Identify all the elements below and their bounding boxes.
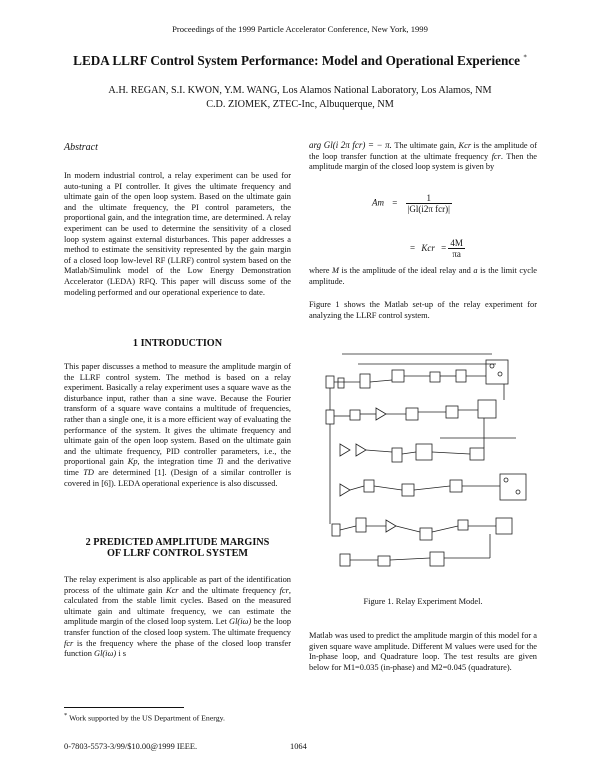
kcr-symbol: Kcr [165, 585, 179, 595]
authors-line-2: C.D. ZIOMEK, ZTEC-Inc, Albuquerque, NM [206, 99, 394, 110]
section-2-heading-line-1: 2 PREDICTED AMPLITUDE MARGINS [85, 537, 270, 548]
rc-text-d: where [309, 266, 330, 275]
title-text: LEDA LLRF Control System Performance: Model and Operational Experience [73, 53, 521, 68]
footnote-rule [64, 707, 184, 708]
footnote-mark: * [64, 712, 68, 719]
am-equals: = [392, 197, 398, 208]
kcr-fraction [448, 238, 465, 259]
rc-text-a: The ultimate gain, [394, 141, 457, 150]
s2-text-e: is the frequency where the phase of the closed loop transfer function [64, 638, 292, 659]
td-symbol: TD [83, 467, 94, 477]
m-symbol: M [332, 266, 339, 275]
am-label: Am [372, 197, 384, 208]
am-fraction [406, 193, 452, 214]
section-1-heading: 1 INTRODUCTION [132, 338, 223, 349]
section-1-body [64, 362, 291, 489]
fcr-symbol-2: fcr [64, 638, 74, 648]
am-denominator: |Gl(i2π fcr)| [407, 204, 450, 214]
figure-reference-paragraph: Figure 1 shows the Matlab set-up of the relay experiment for analyzing the LLRF control system. [309, 300, 537, 320]
page-number: 1064 [290, 742, 307, 751]
am-numerator: 1 [406, 193, 452, 204]
kcr-eq-equals: = [410, 242, 416, 253]
section-2-body [64, 575, 291, 660]
s2-text-c: , calculated from the stable limit cycles. Based on the measured ultimate gain and ultimate frequency, we can estimate the amplitude margin of the closed loop system. Let [64, 585, 291, 627]
s1-text-c: and the derivative time [64, 457, 292, 477]
s1-text-a: This paper discusses a method to measure the amplitude margin of the LLRF control system. The method is based on a relay experiment. Basically a relay experiment uses a square wave as the disturbance input, rather than a sine wave. Because the Fourier transform of a square wave contains a multitude of frequencies, rather than a single one, it is a more efficient way of evaluating the performance of the system. It gives the ultimate frequency and ultimate gain of the open loop system. Based on the ultimate gain and the ultimate frequency, PID controller parameters, i.e., the proportional gain [64, 362, 291, 467]
author-block [0, 84, 600, 112]
abstract-heading: Abstract [64, 142, 98, 153]
relay-experiment-diagram [320, 352, 536, 578]
s2-text-b: and the ultimate frequency [182, 585, 277, 595]
authors-line-1: A.H. REGAN, S.I. KWON, Y.M. WANG, Los Alamos National Laboratory, Los Alamos, NM [108, 85, 492, 96]
rc-text-e: is the amplitude of the ideal relay and [341, 266, 471, 275]
running-head: Proceedings of the 1999 Particle Accelerator Conference, New York, 1999 [172, 24, 428, 34]
kcr-eq-label: Kcr [421, 242, 435, 253]
rc-text-c: . Then the amplitude margin of the closed loop system is given by [309, 151, 538, 172]
s1-text-b: , the integration time [137, 457, 213, 467]
gl-symbol: Gl(iω) [229, 617, 252, 627]
figure-1-caption: Figure 1. Relay Experiment Model. [363, 597, 483, 606]
s2-text-f: i s [118, 649, 126, 659]
results-paragraph: Matlab was used to predict the amplitude margin of this model for a given square wave amplitude. Different M values were used for the In-phase loop, and Quadrature loop. The test results are given below for M1=0.035 (in-phase) and M2=0.045 (quadrature). [309, 631, 537, 672]
s1-text-d: are determined [1]. (Design of a similar controller is covered in [6]). LEDA operational experience is also discussed. [64, 467, 292, 488]
footnote-text: Work supported by the US Department of Energy. [69, 713, 225, 723]
rc-fcr-symbol: fcr [491, 151, 501, 161]
abstract-body: In modern industrial control, a relay experiment can be used for auto-tuning a PI controller. It gives the ultimate frequency and ultimate gain of the open loop system. Based on the ultimate gain and the ultimate frequency, the PI control parameters, the proportional gain, and the integration time, are determined. A relay experiment can be used to determine the sensitivity of a closed loop system against external disturbances. This paper addresses a method to estimate the sensitivity represented by the gain margin of a closed loop low-level RF (LLRF) control system based on the Matlab/Simulink model of the Low Energy Demonstration Accelerator (LEDA) RFQ. This paper will discuss some of the modeling performed and our operational experience to date. [64, 171, 291, 297]
section-2-heading [64, 538, 291, 559]
rc-text-f: is the limit cycle amplitude. [309, 266, 538, 286]
right-column-intro [309, 140, 537, 173]
kcr-denominator: πa [452, 249, 461, 259]
rc-kcr-symbol: Kcr [458, 141, 472, 150]
gl-symbol-2: Gl(iω) [94, 649, 117, 659]
kp-symbol: Kp [127, 457, 138, 467]
kcr-eq-equals-2: = [441, 242, 447, 253]
fcr-symbol: fcr [279, 585, 289, 595]
relay-definition [309, 266, 537, 287]
s2-text-a: The relay experiment is also applicable as part of the identification process of the ultimate gain [64, 575, 291, 595]
paper-title [0, 53, 600, 69]
a-symbol: a [473, 266, 478, 275]
equation-kcr [410, 238, 537, 259]
s2-text-d: be the loop transfer function of the closed loop system. The ultimate frequency [64, 617, 292, 637]
equation-arg: arg Gl(i 2π fcr) = − π. [309, 140, 392, 150]
copyright-line: 0-7803-5573-3/99/$10.00@1999 IEEE. [64, 742, 198, 751]
section-2-heading-line-2: OF LLRF CONTROL SYSTEM [106, 547, 249, 559]
title-footnote-mark: * [523, 53, 527, 62]
equation-amplitude-margin [372, 193, 537, 214]
kcr-numerator: 4M [450, 238, 463, 248]
rc-text-b: is the amplitude of the loop transfer function at the ultimate frequency [309, 141, 538, 161]
ti-symbol: Ti [216, 457, 224, 467]
footnote [64, 712, 225, 723]
